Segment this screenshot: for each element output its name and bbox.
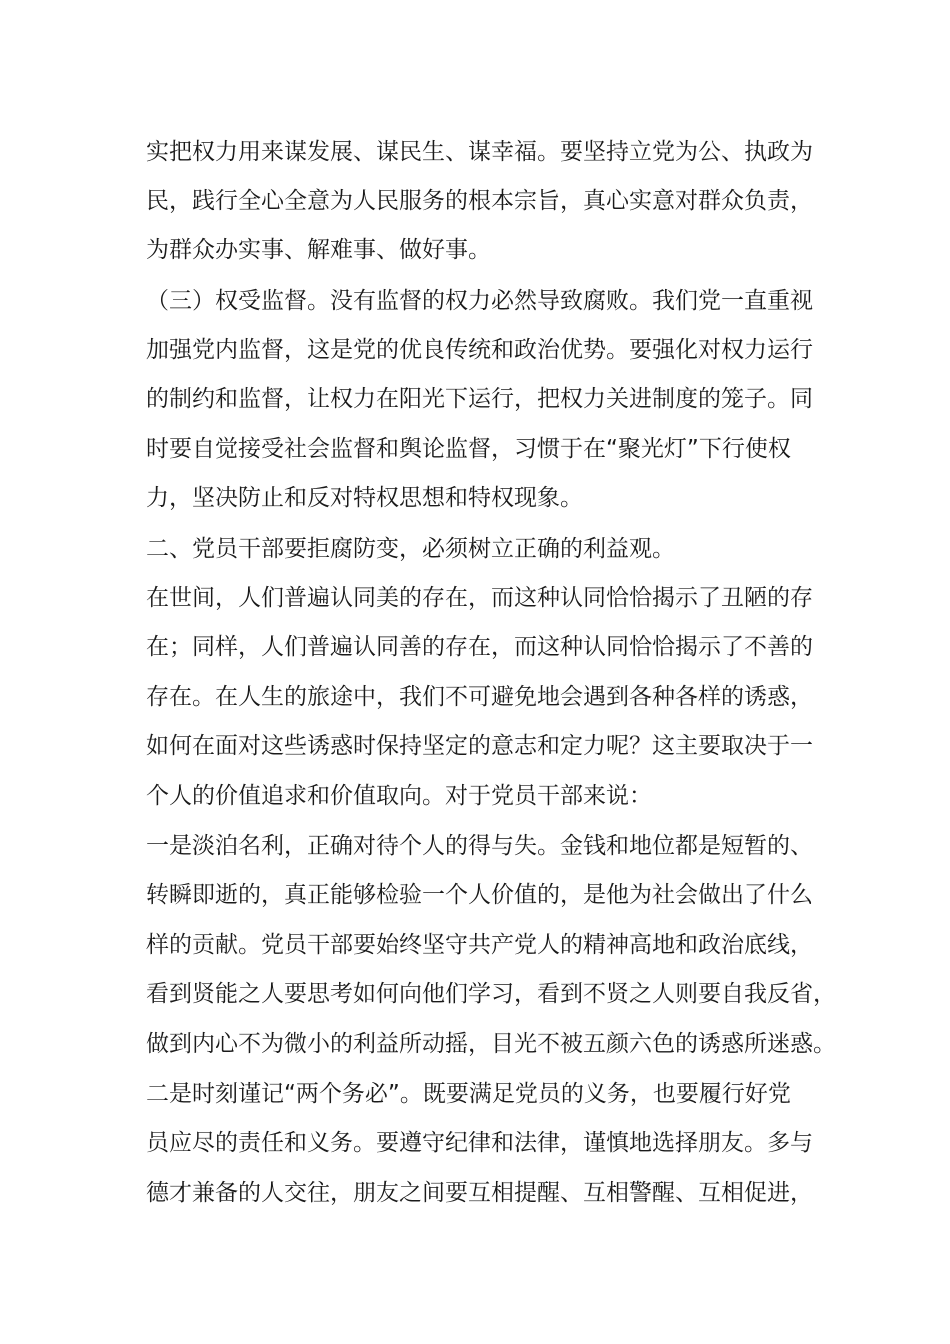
text-line: 为群众办实事、解难事、做好事。 [146,237,491,263]
text-line: 二是时刻谨记“两个务必”。既要满足党员的义务，也要履行好党 [146,1081,791,1107]
text-line: 实把权力用来谋发展、谋民生、谋幸福。要坚持立党为公、执政为 [146,139,813,165]
text-line: 样的贡献。党员干部要始终坚守共产党人的精神高地和政治底线， [146,932,813,958]
text-line: 一是淡泊名利，正确对待个人的得与失。金钱和地位都是短暂的、 [146,833,813,859]
text-line: 存在。在人生的旅途中，我们不可避免地会遇到各种各样的诱惑， [146,684,813,710]
text-line: 德才兼备的人交往，朋友之间要互相提醒、互相警醒、互相促进， [146,1180,813,1206]
text-line: 加强党内监督，这是党的优良传统和政治优势。要强化对权力运行 [146,337,813,363]
text-line: 转瞬即逝的，真正能够检验一个人价值的，是他为社会做出了什么 [146,882,813,908]
text-line: 个人的价值追求和价值取向。对于党员干部来说： [146,783,652,809]
text-line: 力，坚决防止和反对特权思想和特权现象。 [146,485,583,511]
text-line: （三）权受监督。没有监督的权力必然导致腐败。我们党一直重视 [146,288,813,314]
text-line: 民，践行全心全意为人民服务的根本宗旨，真心实意对群众负责， [146,188,813,214]
text-line: 做到内心不为微小的利益所动摇，目光不被五颜六色的诱惑所迷惑。 [146,1031,836,1057]
text-line: 看到贤能之人要思考如何向他们学习，看到不贤之人则要自我反省， [146,981,836,1007]
text-line: 如何在面对这些诱惑时保持坚定的意志和定力呢？这主要取决于一 [146,733,813,759]
text-line: 时要自觉接受社会监督和舆论监督，习惯于在“聚光灯”下行使权 [146,436,791,462]
section-heading: 二、党员干部要拒腐防变，必须树立正确的利益观。 [146,536,675,562]
text-line: 的制约和监督，让权力在阳光下运行，把权力关进制度的笼子。同 [146,386,813,412]
text-line: 在世间，人们普遍认同美的存在，而这种认同恰恰揭示了丑陋的存 [146,585,813,611]
text-line: 员应尽的责任和义务。要遵守纪律和法律，谨慎地选择朋友。多与 [146,1130,813,1156]
text-line: 在；同样，人们普遍认同善的存在，而这种认同恰恰揭示了不善的 [146,634,813,660]
